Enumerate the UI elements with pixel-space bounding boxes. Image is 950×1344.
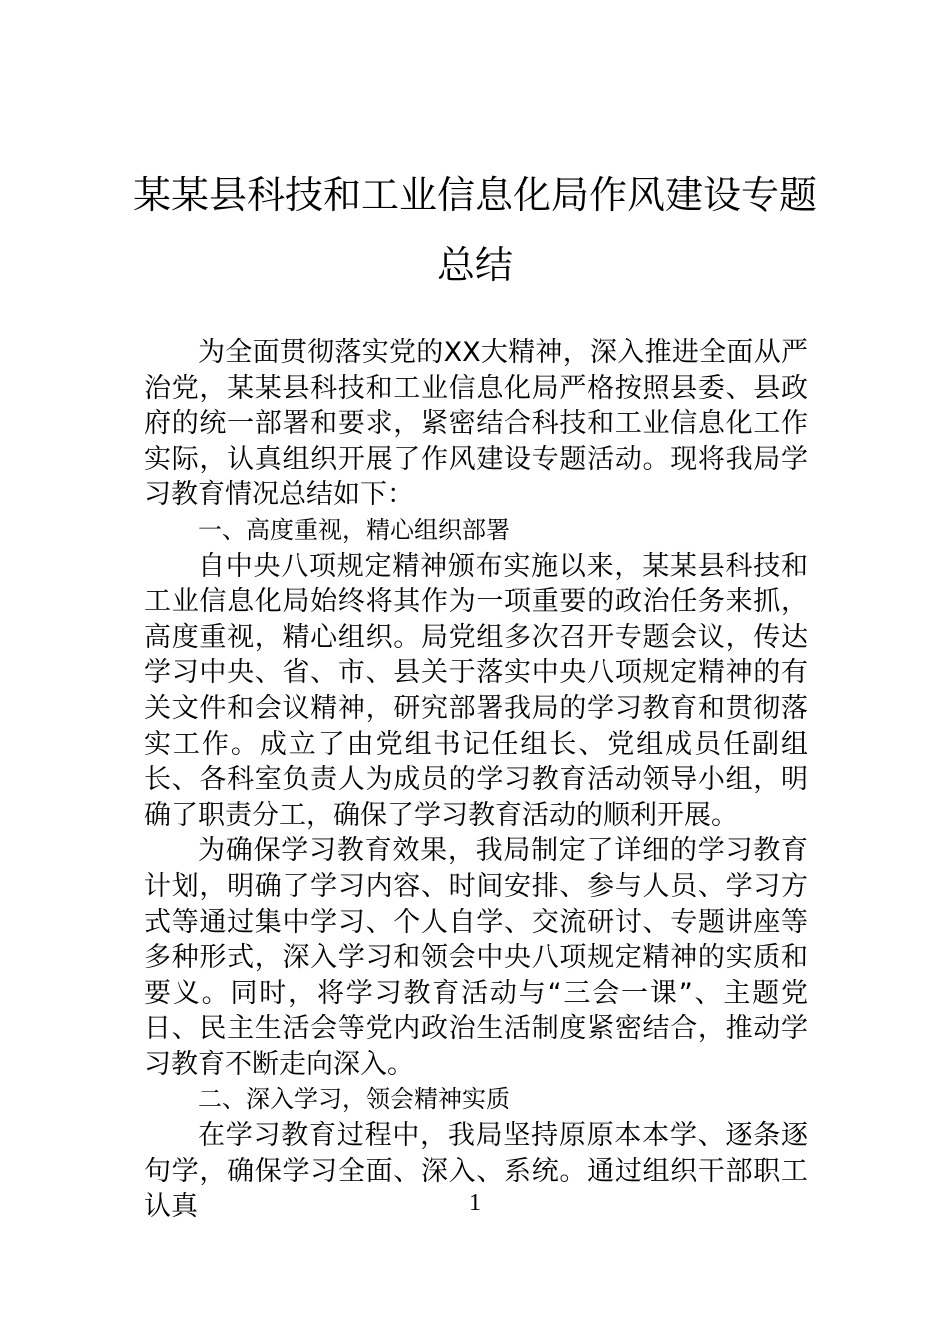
body-paragraph: 为确保学习教育效果，我局制定了详细的学习教育计划，明确了学习内容、时间安排、参与人员、学习方式等通过集中学习、个人自学、交流研讨、专题讲座等多种形式，深入学习和领会中央八项规定精神的实质和要义。同时，将学习教育活动与“三会一课”、主题党日、民主生活会等党内政治生活制度紧密结合，推动学习教育不断走向深入。 (144, 835, 808, 1080)
section-heading-2: 二、深入学习，领会精神实质 (198, 1085, 510, 1114)
body-paragraph: 自中央八项规定精神颁布实施以来，某某县科技和工业信息化局始终将其作为一项重要的政治任务来抓，高度重视，精心组织。局党组多次召开专题会议，传达学习中央、省、市、县关于落实中央八项规定精神的有关文件和会议精神，研究部署我局的学习教育和贯彻落实工作。成立了由党组书记任组长、党组成员任副组长、各科室负责人为成员的学习教育活动领导小组，明确了职责分工，确保了学习教育活动的顺利开展。 (144, 550, 808, 831)
page-number: 1 (469, 1190, 481, 1216)
document-title-line-2: 总结 (436, 243, 513, 287)
intro-paragraph: 为全面贯彻落实党的XX大精神，深入推进全面从严治党，某某县科技和工业信息化局严格按照县委、县政府的统一部署和要求，紧密结合科技和工业信息化工作实际，认真组织开展了作风建设专题活动。现将我局学习教育情况总结如下： (144, 337, 808, 511)
section-heading-1: 一、高度重视，精心组织部署 (198, 515, 510, 544)
document-body (144, 335, 808, 1225)
body-paragraph: 在学习教育过程中，我局坚持原原本本学、逐条逐句学，确保学习全面、深入、系统。通过组织干部职工认真 (144, 1120, 808, 1223)
document-title-line-1: 某某县科技和工业信息化局作风建设专题 (132, 173, 817, 217)
